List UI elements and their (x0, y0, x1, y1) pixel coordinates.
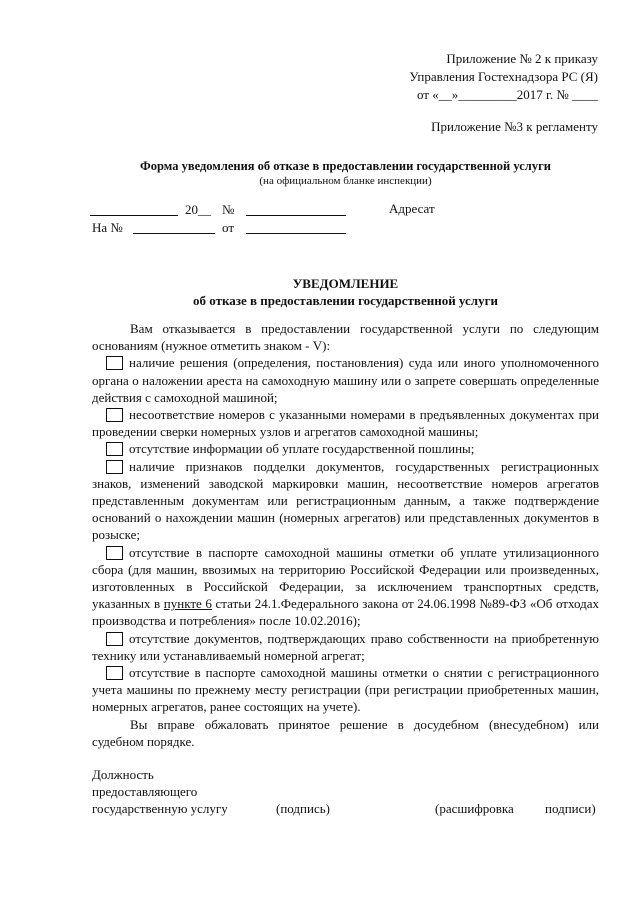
appeal-paragraph: Вы вправе обжаловать принятое решение в досудебном (внесудебном) или судебном порядке. (92, 716, 599, 749)
intro-paragraph: Вам отказывается в предоставлении государственной услуги по следующим основаниям (нужное отметить знаком - V): (92, 321, 599, 354)
reason-checkbox[interactable] (106, 356, 123, 370)
reason-checkbox[interactable] (106, 442, 123, 456)
appendix-date-line: от «__»_________2017 г. № ____ (416, 87, 598, 102)
reason-checkbox[interactable] (106, 546, 123, 560)
reason-item (92, 458, 599, 544)
year-label: 20__ (185, 202, 211, 217)
appendix-authority-line: Управления Гостехнадзора РС (Я) (409, 69, 598, 84)
reason-item (92, 440, 599, 457)
number-blank (246, 215, 346, 216)
reason-text: отсутствие документов, подтверждающих право собственности на приобретенную технику или устанавливаемый номерной агрегат; (92, 630, 599, 663)
addressee-label: Адресат (389, 201, 435, 216)
reason-item (92, 630, 599, 664)
form-title: Форма уведомления об отказе в предоставлении государственной услуги (140, 159, 551, 173)
reason-text: отсутствие информации об уплате государственной пошлины; (129, 441, 475, 457)
reason-text: наличие признаков подделки документов, государственных регистрационных знаков, изменений заводской маркировки машин, несоответствие номеров агрегатов представленным документам или регистрационным данным, а также подтверждение оснований о нахождении машин (номерных агрегатов) или представленных документов в розыске; (92, 458, 599, 543)
reason-text: отсутствие в паспорте самоходной машины отметки о снятии с регистрационного учета машины по прежнему месту регистрации (при регистрации приобретенных машин, номерных агрегатов, ранее состоящих на учете). (92, 665, 599, 715)
position-label-line1: Должность (92, 767, 154, 782)
position-label-line2: предоставляющего (92, 784, 198, 799)
reason-text: отсутствие в паспорте самоходной машины отметки об уплате утилизационного сбора (для машин, ввозимых на территорию Российской Федерации или произведенных, изготовленных в Российской Федерации, за исключением транспортных средств, указанных в (92, 544, 599, 612)
signature-label: (подпись) (276, 801, 330, 816)
date-blank (90, 215, 178, 216)
reason-text: наличие решения (определения, постановления) суда или иного уполномоченного органа о наложении ареста на самоходную машину или о запрете совершать определенные действия с самоходной машиной; (92, 355, 599, 405)
reason-text: статьи 24.1.Федерального закона от 24.06.1998 №89-ФЗ «Об отходах производства и потребления» после 10.02.2016); (92, 596, 599, 629)
form-subtitle: (на официальном бланке инспекции) (259, 175, 432, 187)
decode-label-end: подписи) (545, 801, 596, 816)
reply-date-label: от (222, 220, 235, 235)
reply-number-blank (133, 233, 215, 234)
reply-date-blank (246, 233, 346, 234)
notice-body (92, 320, 599, 750)
reason-checkbox[interactable] (106, 460, 123, 474)
reason-item (92, 406, 599, 440)
reply-to-label: На № (92, 220, 123, 235)
reason-item (92, 664, 599, 716)
position-label-line3: государственную услугу (92, 801, 228, 816)
reason-checkbox[interactable] (106, 408, 123, 422)
reason-item (92, 544, 599, 630)
notice-subtitle: об отказе в предоставлении государственной услуги (192, 293, 498, 308)
reasons-list (92, 354, 599, 715)
notice-title: УВЕДОМЛЕНИЕ (292, 276, 399, 291)
appendix-order-line: Приложение № 2 к приказу (446, 51, 598, 66)
law-reference-link[interactable]: пункте 6 (163, 596, 212, 612)
reason-text: несоответствие номеров с указанными номерами в предъявленных документах при проведении сверки номерных узлов и агрегатов самоходной машины; (92, 407, 599, 440)
reason-item (92, 354, 599, 406)
decode-label: (расшифровка (435, 801, 514, 816)
number-sign: № (222, 202, 235, 217)
appendix-regulation-line: Приложение №3 к регламенту (431, 119, 598, 134)
reason-checkbox[interactable] (106, 666, 123, 680)
reason-checkbox[interactable] (106, 632, 123, 646)
